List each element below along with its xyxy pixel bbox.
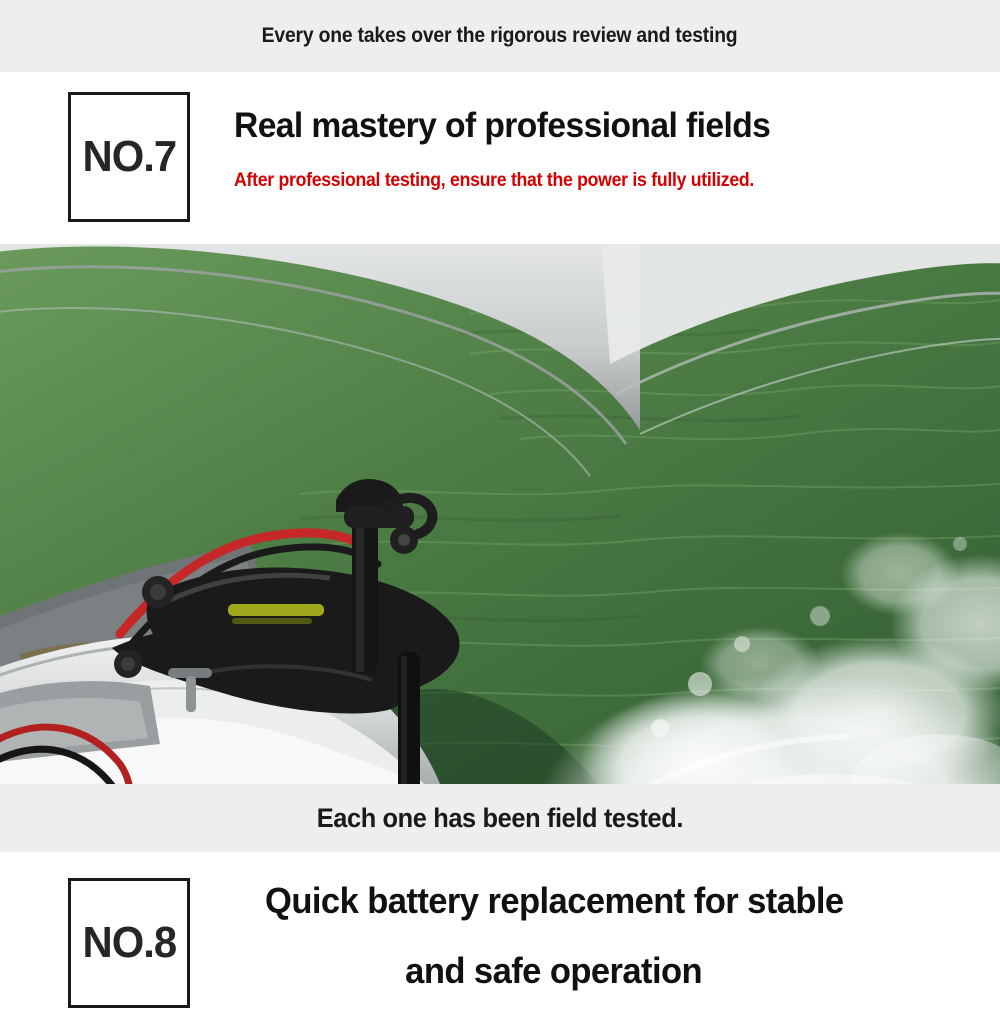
section-eight-title-line1: Quick battery replacement for stable: [264, 880, 844, 921]
section-seven-title: Real mastery of professional fields: [234, 106, 771, 145]
section-eight-header: [0, 852, 1000, 1027]
section-seven-badge-label: NO.7: [82, 132, 176, 181]
photo-illustration: [0, 244, 1000, 784]
product-photo: [0, 244, 1000, 784]
top-banner-text: Every one takes over the rigorous review and testing: [262, 24, 738, 47]
section-seven-badge: [68, 92, 190, 222]
section-eight-texts: [234, 878, 874, 992]
section-eight-title-line2: and safe operation: [405, 950, 703, 991]
mid-banner-text: Each one has been field tested.: [316, 802, 684, 833]
mid-banner: [0, 784, 1000, 852]
section-eight-badge-label: NO.8: [82, 918, 176, 967]
section-seven-header: [0, 72, 1000, 244]
section-seven-texts: [234, 92, 793, 192]
section-eight-badge: [68, 878, 190, 1008]
top-banner: [0, 0, 1000, 72]
section-seven-subtitle: After professional testing, ensure that the power is fully utilized.: [234, 170, 755, 191]
